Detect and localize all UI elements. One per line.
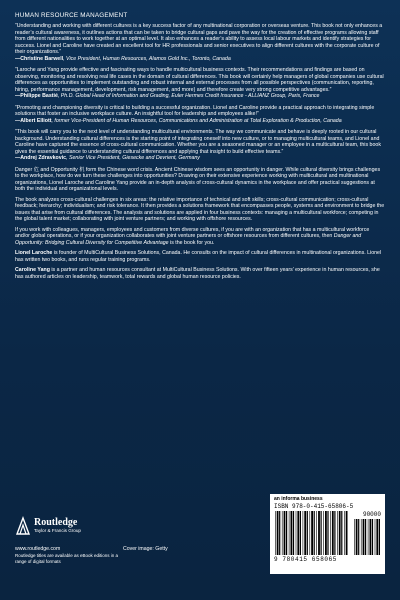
author-bio — [15, 250, 385, 263]
endorsement-quote: “Laroche and Yang provide effective and fascinating ways to handle multicultural business contexts. Their recommendations and findings are based on observing, monitoring and resolving real life cases in the domain of cultural differences. This book will certainly help managers of global companies use cultural differences as opportunities to implement outstanding and robust internal and external processes from all possible perspectives (communication, reporting, hiring, performance management, development, risk management, and more) and therefore create very strong competitive advantages.” — [15, 67, 384, 93]
publisher-group: Taylor & Francis Group — [34, 528, 81, 533]
ebook-note: Routledge titles are available as eBook editions in a range of digital formats — [15, 553, 119, 564]
description-paragraph — [15, 227, 385, 247]
endorser-name: —Christine Barwell — [15, 55, 64, 62]
chinese-character-opportunity: 机 — [79, 166, 85, 173]
endorsement — [15, 105, 385, 125]
endorsement-attribution — [15, 56, 385, 63]
endorser-name: —Andrej Zdravkovic — [15, 155, 67, 161]
description-paragraph: The book analyzes cross-cultural challenges in six areas: the relative importance of technical and soft skills; cross-cultural communication; cross-cultural feedback; hierarchy; individualism; and risk tolerance. It then provides a solutions framework that encompasses people, systems and environment to bridge the issues that arise from cultural differences. The analysis and solutions are applied in four business contexts: managing a multicultural workforce; competing in the global talent market; collaborating with joint venture partners; and working with offshore resources. — [15, 196, 385, 222]
publisher-name: Routledge — [34, 517, 78, 528]
endorser-role: , Senior Vice President, Giesecke and Devrient, Germany — [66, 155, 200, 161]
book-title-reference: Danger and Opportunity: Bridging Cultural Diversity for Competitive Advantage — [15, 233, 362, 246]
business-tagline: an informa business — [274, 496, 323, 502]
description-text: is the book for you. — [168, 239, 215, 246]
price-barcode-icon — [353, 519, 381, 555]
endorsement — [15, 129, 385, 162]
barcode-panel — [270, 494, 385, 574]
author-name: Lionel Laroche — [15, 250, 53, 256]
description-paragraph — [15, 167, 385, 193]
endorsement-quote: “Promoting and championing diversity is critical to building a successful organization. Lionel and Caroline provide a practical approach to integrating simple solutions that foster an inclusive workplace culture. An insightful tool for leadership and employees alike!” — [15, 104, 375, 117]
description-text: form the Chinese word crisis. Ancient Chinese wisdom sees an opportunity in danger. While cultural diversity brings challenges to the workplace, how do we turn these challenges into opportunities? Drawing on their extensive experience working with multicultural and multinational organizations, Lionel Laroche and Caroline Yang provide an in-depth analysis of cross-cultural dynamics in the workplace and offer practical suggestions at both the individual and organizational levels. — [15, 166, 381, 192]
author-bio-text: is a partner and human resources consultant at MultiCultural Business Solutions. With over fifteen years’ experience in human resources, she has authored articles on leadership, teamwork, total rewards and global human resource policies. — [15, 267, 380, 280]
isbn-number: ISBN 978-0-415-65806-5 — [274, 503, 354, 510]
endorsement-attribution — [15, 118, 385, 125]
endorsement — [15, 67, 385, 100]
description-text: Danger — [15, 166, 34, 173]
author-bio — [15, 267, 385, 280]
routledge-logo-icon — [15, 516, 31, 536]
cover-credit: Cover image: Getty — [123, 546, 168, 552]
description-text: If you work with colleagues, managers, employees and customers from diverse cultures, if you are with an organization that has a multicultural workforce and/or global operations, or if your organization collaborates with joint venture partners or offshore resources from different cultures, then — [15, 226, 370, 239]
chinese-character-danger: 危 — [33, 166, 39, 173]
endorsement-quote: “This book will carry you to the next level of understanding multicultural environments. The way we communicate and behave is deeply rooted in our cultural background. Understanding cultural differences is the starting point of integrating oneself into new culture, or to managing multicultural teams, and Lionel and Caroline have captured the essence of cross-cultural communication. Whether you are a seasoned manager or an employee in a multicultural team, this book gives the essential guidance to understanding cultural differences and applying that insight to build effective teams.” — [15, 129, 381, 155]
price-code: 90000 — [362, 511, 381, 518]
endorsement-attribution — [15, 155, 385, 162]
publisher-logo — [15, 516, 81, 536]
endorser-name: —Albert Elliott — [15, 117, 52, 124]
barcode-digits: 9 780415 658065 — [274, 556, 338, 563]
category-header: HUMAN RESOURCE MANAGEMENT — [15, 12, 128, 19]
author-name: Caroline Yang — [15, 267, 50, 273]
back-cover-footer — [15, 494, 385, 594]
barcode-row — [274, 510, 381, 555]
price-barcode-group — [353, 511, 381, 555]
description-text: and Opportunity — [38, 166, 80, 173]
author-bio-text: is founder of MultiCultural Business Solutions, Canada. He consults on the impact of cultural differences in multinational organizations. Lionel has written two books, and runs regular training programs. — [15, 250, 382, 263]
endorsement-quote: “Understanding and working with different cultures is a key success factor of any multinational corporation or overseas venture. This book not only enhances a reader’s cultural awareness, it outlines actions that can be taken to bridge cultural gaps and pave the way for the creation of effective programs allowing staff from different nationalities to work together at an optimal level. It also enhances a reader’s ability to assess local labour markets and identify strategies for success. Lionel and Caroline have created an excellent tool for HR professionals and senior executives to align different cultures with the corporate culture of their organizations.” — [15, 23, 383, 55]
endorser-role: , former Vice-President of Human Resources, Communications and Administration at Total Exploration & Production, Canada — [51, 117, 342, 124]
publisher-url[interactable]: www.routledge.com — [15, 546, 61, 552]
endorser-role: , Ph.D. Global Head of Information and Grading, Euler Hermes Credit Insurance - ALLIANZ Group, Paris, France — [57, 93, 320, 99]
endorsement-attribution — [15, 93, 385, 100]
endorser-role: , Vice President, Human Resources, Alamos Gold Inc., Toronto, Canada — [63, 55, 231, 62]
isbn-row — [274, 503, 381, 510]
publisher-wordmark — [34, 518, 81, 534]
endorsement — [15, 23, 385, 62]
barcode-icon — [274, 511, 348, 555]
endorser-name: —Philippe Bastié — [15, 93, 58, 99]
